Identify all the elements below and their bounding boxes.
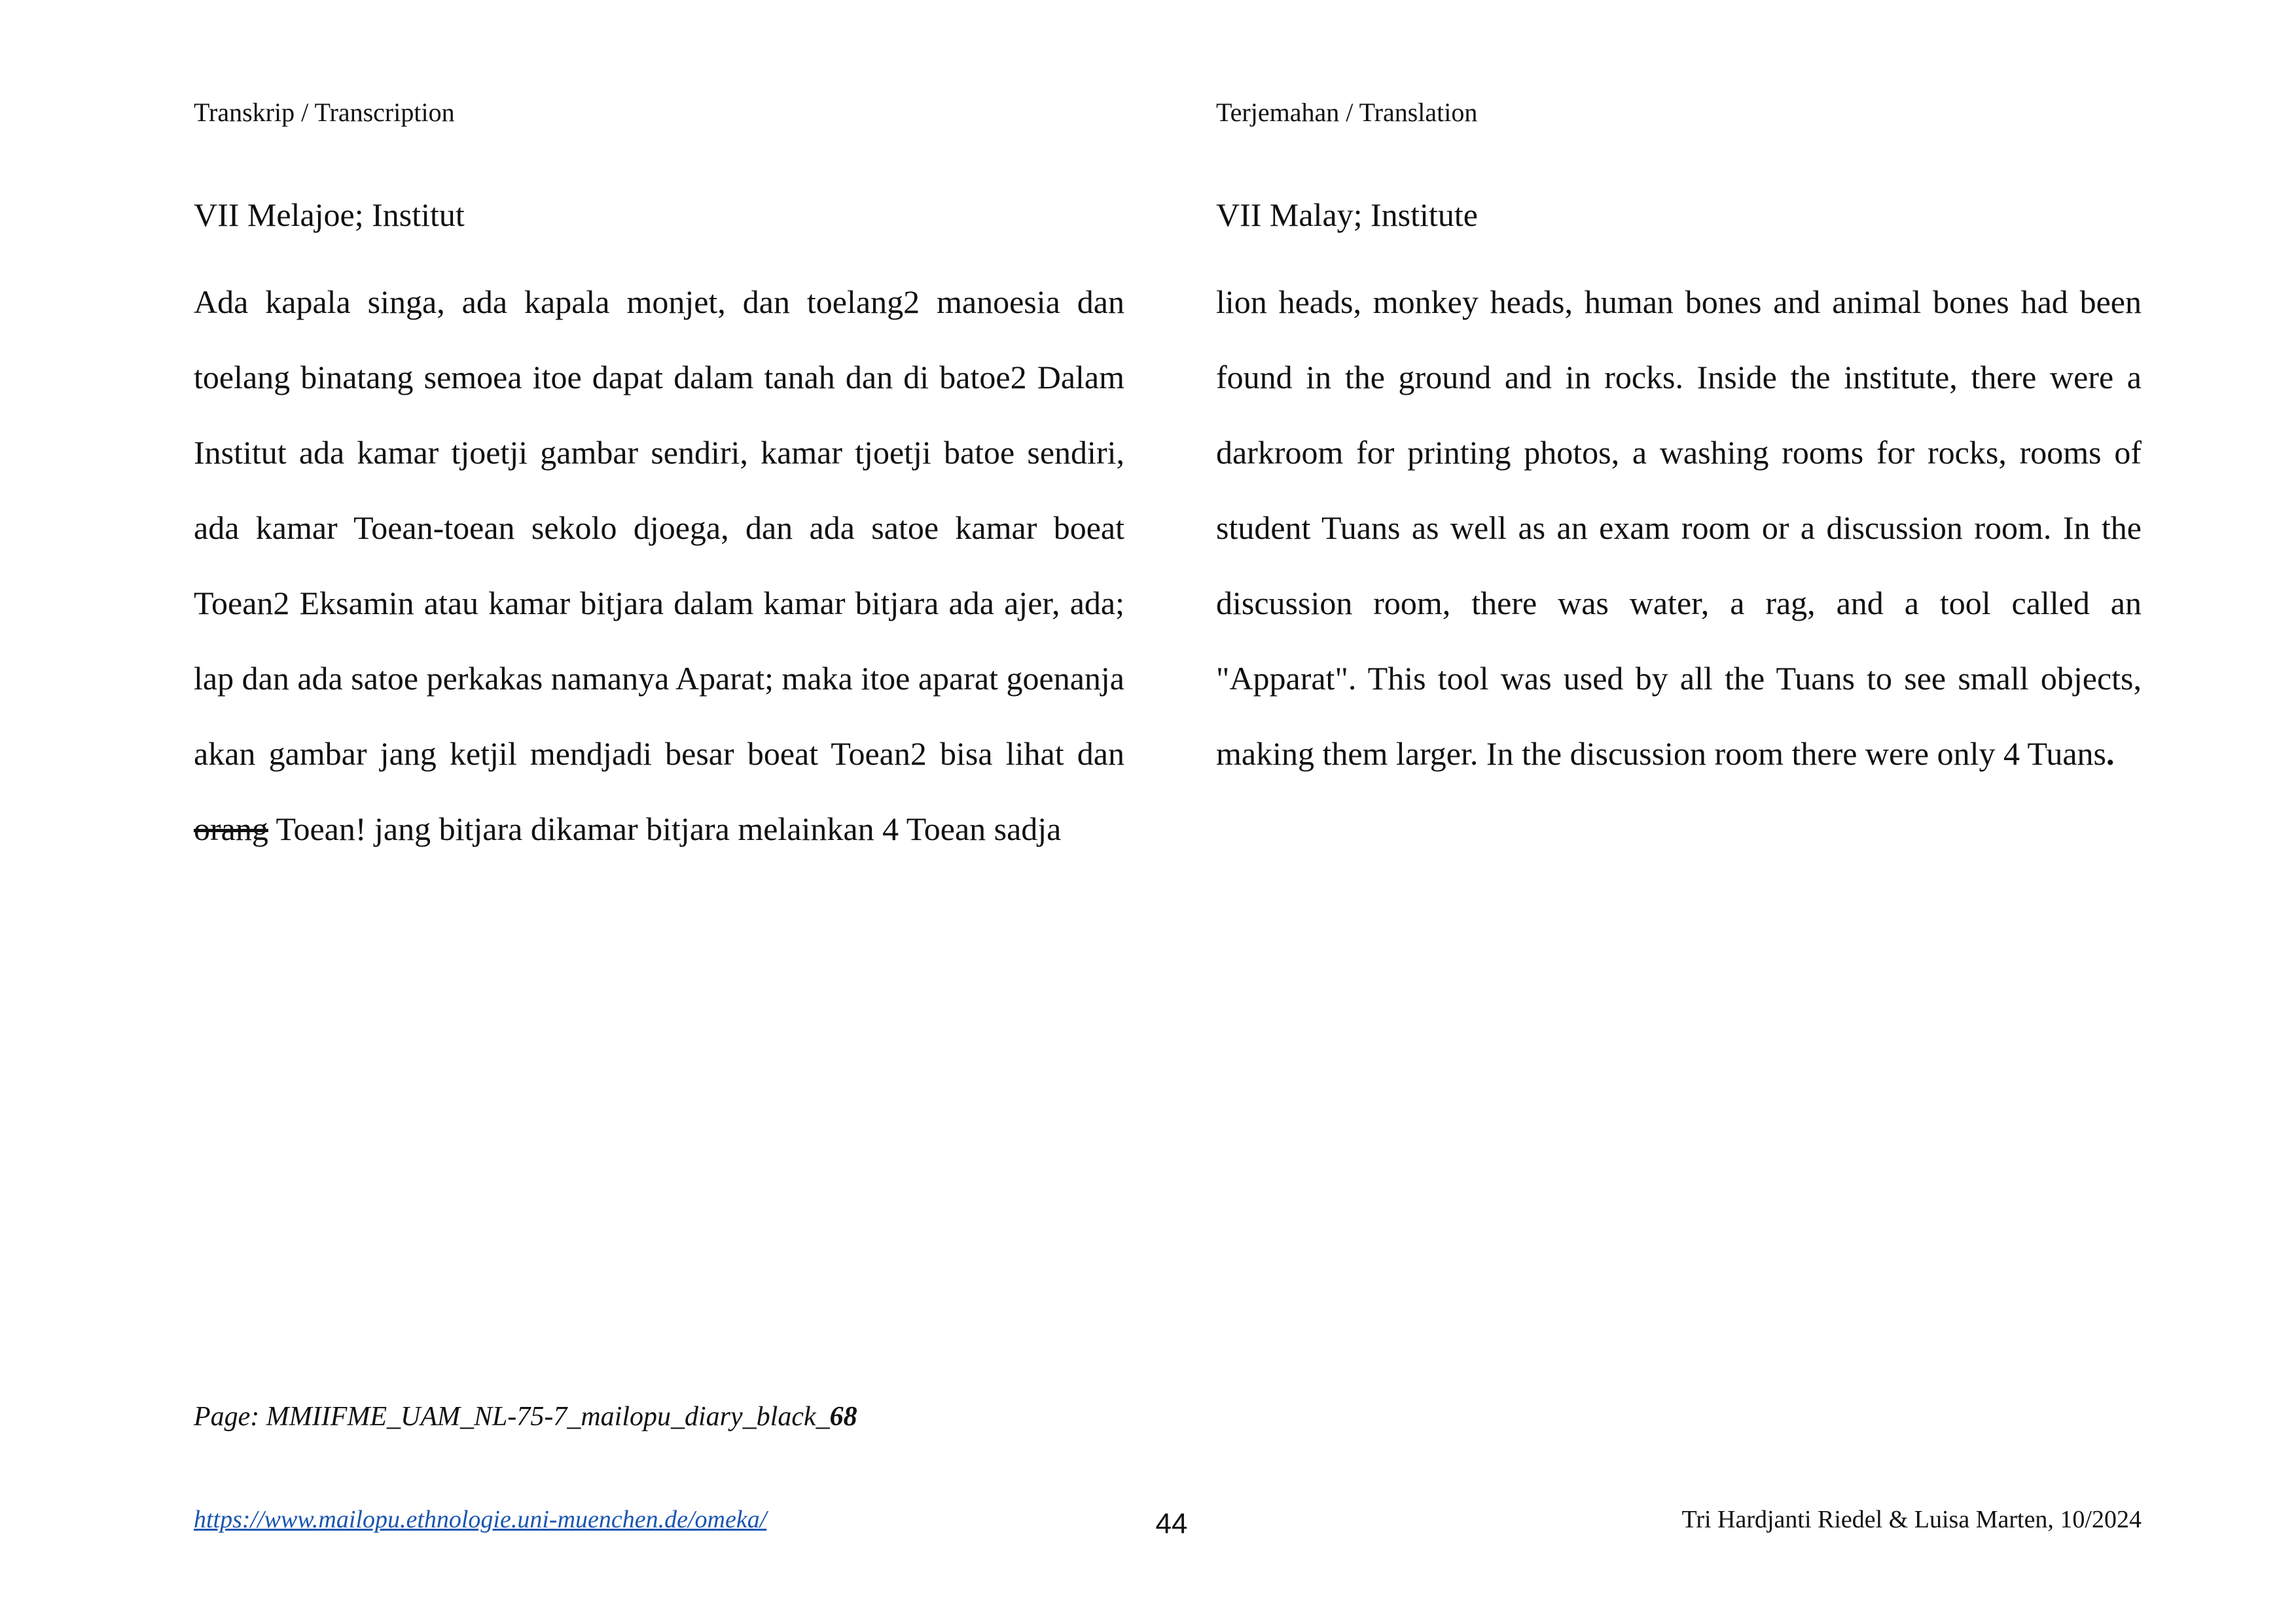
translation-body: [1216, 264, 2142, 792]
translation-final-period: .: [2106, 735, 2115, 772]
omeka-link[interactable]: https://www.mailopu.ethnologie.uni-muenchen.de/omeka/: [194, 1506, 767, 1533]
transcription-text-end: Toean! jang bitjara dikamar bitjara melainkan 4 Toean sadja: [268, 811, 1062, 847]
transcription-heading: VII Melajoe; Institut: [194, 196, 465, 233]
page-reference-prefix: Page: MMIIFME_UAM_NL-75-7_mailopu_diary_black_: [194, 1402, 830, 1432]
struck-word: orang: [194, 811, 268, 847]
footer-credit: Tri Hardjanti Riedel & Luisa Marten, 10/2024: [1681, 1506, 2142, 1533]
transcription-text: Ada kapala singa, ada kapala monjet, dan toelang2 manoesia dan toelang binatang semoea itoe dapat dalam tanah dan di batoe2 Dalam Institut ada kamar tjoetji gambar sendiri, kamar tjoetji batoe sendiri, ada kamar Toean-toean sekolo djoega, dan ada satoe kamar boeat Toean2 Eksamin atau kamar bitjara dalam kamar bitjara ada ajer, ada; lap dan ada satoe perkakas namanya Aparat; maka itoe aparat goenanja akan gambar jang ketjil mendjadi besar boeat Toean2 bisa lihat dan: [194, 283, 1124, 772]
transcription-body: [194, 264, 1124, 867]
transcription-column-label: Transkrip / Transcription: [194, 98, 455, 127]
translation-heading: VII Malay; Institute: [1216, 196, 1478, 233]
page-reference-number: 68: [829, 1402, 857, 1432]
translation-text: lion heads, monkey heads, human bones and animal bones had been found in the ground and in rocks. Inside the institute, there were a darkroom for printing photos, a washing rooms for rocks, rooms of student Tuans as well as an exam room or a discussion room. In the discussion room, there was water, a rag, and a tool called an "Apparat". This tool was used by all the Tuans to see small objects, making them larger. In the discussion room there were only 4 Tuans: [1216, 283, 2142, 772]
translation-column-label: Terjemahan / Translation: [1216, 98, 1478, 127]
page-number: 44: [1155, 1508, 1188, 1540]
page-reference: [194, 1398, 857, 1435]
